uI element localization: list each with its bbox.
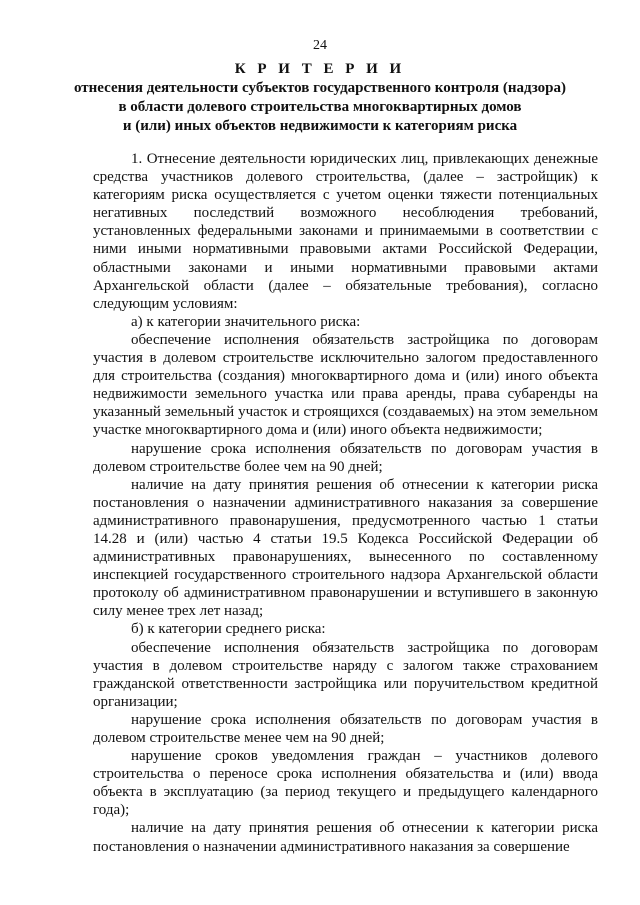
subtitle-line: в области долевого строительства многоквартирных домов [118,99,522,115]
document-subtitle [70,79,570,136]
paragraph: наличие на дату принятия решения об отнесении к категории риска постановления о назначении административного наказания за совершение [93,820,598,855]
page-number: 24 [313,38,327,53]
paragraph: обеспечение исполнения обязательств застройщика по договорам участия в долевом строительстве наряду с залогом также страхованием гражданской ответственности застройщика или поручительством кредитной организации; [93,639,598,710]
paragraph: нарушение сроков уведомления граждан – участников долевого строительства о переносе срока исполнения обязательства и (или) ввода объекта в эксплуатацию (за период текущего и предыдущего календарного года); [93,748,598,819]
paragraph-medium-risk-heading: б) к категории среднего риска: [131,621,326,638]
paragraph: нарушение срока исполнения обязательств по договорам участия в долевом строительстве менее чем на 90 дней; [93,711,598,746]
document-title: К Р И Т Е Р И И [234,61,406,77]
subtitle-line: и (или) иных объектов недвижимости к категориям риска [122,118,518,134]
paragraph: наличие на дату принятия решения об отнесении к категории риска постановления о назначении административного наказания за совершение административного правонарушения, предусмотренного частью 1 статьи 14.28 и (или) частью 4 статьи 19.5 Кодекса Российской Федерации об административных правонарушениях, вынесенного по составленному инспекцией государственного строительного надзора Архангельской области протоколу об административном правонарушении и вступившего в законную силу менее трех лет назад; [93,476,598,620]
paragraph-criteria-intro: 1. Отнесение деятельности юридических лиц, привлекающих денежные средства участников долевого строительства, (далее – застройщик) к категориям риска осуществляется с учетом оценки тяжести потенциальных негативных последствий возможного несоблюдения требований, установленных федеральными законами и принимаемыми в соответствии с ними иными нормативными правовыми актами Российской Федерации, областными законами и иными нормативными правовыми актами Архангельской области (далее – обязательные требования), согласно следующим условиям: [93,151,598,312]
document-body [93,150,598,856]
subtitle-line: отнесения деятельности субъектов государственного контроля (надзора) [73,80,567,96]
paragraph-significant-risk-heading: а) к категории значительного риска: [131,313,361,330]
paragraph: нарушение срока исполнения обязательств по договорам участия в долевом строительстве более чем на 90 дней; [93,440,598,475]
paragraph: обеспечение исполнения обязательств застройщика по договорам участия в долевом строительстве исключительно залогом предоставленного для строительства (создания) многоквартирного дома и (или) иного объекта недвижимости земельного участка или права аренды, права субаренды на указанный земельный участок и строящихся (создаваемых) на этом земельном участке многоквартирного дома и (или) иного объекта недвижимости; [93,331,598,439]
